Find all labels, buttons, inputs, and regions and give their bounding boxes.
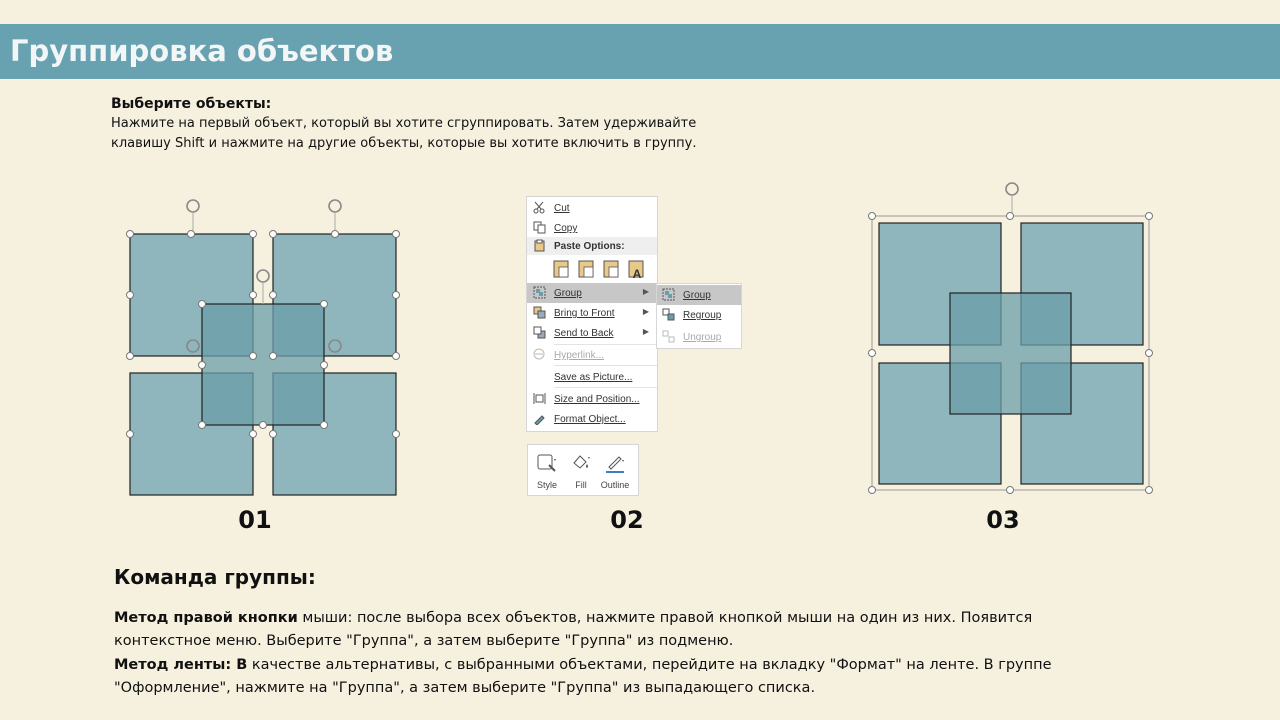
submenu-arrow-icon: ▶	[642, 287, 649, 296]
paste-options-label: Paste Options:	[554, 241, 625, 252]
intro-line-1: Нажмите на первый объект, который вы хотите сгруппировать. Затем удерживайте	[111, 116, 697, 131]
svg-text:A: A	[632, 267, 642, 281]
send-to-back-icon	[533, 326, 546, 339]
menu-item-send-to-back-label: Send to Back	[554, 328, 614, 339]
intro-line-2: клавишу Shift и нажмите на другие объекты, которые вы хотите включить в группу.	[111, 136, 697, 151]
menu-item-hyperlink-label: Hyperlink...	[554, 350, 605, 361]
intro-heading: Выберите объекты:	[111, 96, 272, 112]
ribbon-method-text-1: качестве альтернативы, с выбранными объектами, перейдите на вкладку "Формат" на ленте. В группе	[247, 657, 1052, 673]
clipboard-icon	[533, 239, 546, 252]
paste-options-header	[527, 237, 657, 255]
context-menu	[526, 196, 658, 432]
group-icon	[662, 288, 675, 301]
illustration-selected-shapes	[120, 190, 410, 502]
step-label-02: 02	[610, 506, 644, 534]
style-button[interactable]	[530, 449, 564, 491]
title-bar	[0, 24, 1280, 79]
paint-bucket-icon	[569, 451, 593, 475]
menu-item-save-as-picture[interactable]	[527, 367, 657, 387]
grouped-shape-center	[950, 293, 1071, 414]
submenu-arrow-icon: ▶	[642, 307, 649, 316]
size-position-icon	[533, 392, 546, 405]
submenu-item-regroup[interactable]	[657, 305, 741, 325]
menu-item-save-as-picture-label: Save as Picture...	[554, 372, 633, 383]
style-label: Style	[536, 480, 557, 490]
menu-separator	[554, 387, 657, 388]
slide-title: Группировка объектов	[10, 34, 394, 68]
menu-item-send-to-back[interactable]	[527, 323, 657, 343]
right-click-method-text-2: контекстное меню. Выберите "Группа", а затем выберите "Группа" из подменю.	[114, 633, 734, 649]
menu-item-cut-label: Cut	[554, 203, 570, 214]
right-click-method-bold: Метод правой кнопки	[114, 610, 298, 626]
intro-block	[111, 94, 751, 154]
menu-item-copy[interactable]	[527, 218, 657, 238]
format-object-icon	[533, 412, 546, 425]
ribbon-method	[114, 654, 1114, 700]
step-label-03: 03	[986, 506, 1020, 534]
outline-label: Outline	[600, 480, 630, 490]
style-icon	[535, 451, 559, 475]
bring-to-front-icon	[533, 306, 546, 319]
menu-item-cut[interactable]	[527, 198, 657, 218]
menu-item-group-label: Group	[554, 288, 582, 299]
pen-outline-icon	[603, 451, 627, 475]
submenu-item-regroup-label: Regroup	[683, 310, 722, 321]
ungroup-icon	[662, 330, 675, 343]
menu-item-size-and-position[interactable]	[527, 389, 657, 409]
scissors-icon	[533, 201, 546, 214]
submenu-item-ungroup-label: Ungroup	[683, 332, 722, 343]
menu-item-size-and-position-label: Size and Position...	[554, 394, 640, 405]
fill-label: Fill	[575, 480, 587, 490]
ribbon-method-bold: Метод ленты: В	[114, 657, 248, 673]
menu-separator	[554, 365, 657, 366]
group-icon	[533, 286, 546, 299]
outline-button[interactable]	[598, 449, 632, 491]
mini-toolbar	[527, 444, 639, 496]
illustration-grouped-shapes	[862, 178, 1160, 498]
menu-item-copy-label: Copy	[554, 223, 578, 234]
paste-option-icons	[551, 257, 651, 281]
group-submenu	[656, 283, 742, 349]
submenu-item-group-label: Group	[683, 290, 711, 301]
right-click-method-text-1: мыши: после выбора всех объектов, нажмите правой кнопкой мыши на один из них. Появится	[297, 610, 1033, 626]
regroup-icon	[662, 308, 675, 321]
ribbon-method-text-2: "Оформление", нажмите на "Группа", а затем выберите "Группа" из выпадающего списка.	[114, 680, 816, 696]
step-label-01: 01	[238, 506, 272, 534]
submenu-item-ungroup[interactable]	[657, 327, 741, 347]
menu-item-bring-to-front[interactable]	[527, 303, 657, 323]
submenu-item-group[interactable]	[657, 285, 741, 305]
menu-item-format-object[interactable]	[527, 409, 657, 429]
menu-item-group[interactable]	[527, 283, 657, 303]
menu-item-hyperlink[interactable]	[527, 345, 657, 365]
submenu-arrow-icon: ▶	[642, 327, 649, 336]
fill-button[interactable]	[564, 449, 598, 491]
menu-item-format-object-label: Format Object...	[554, 414, 626, 425]
copy-icon	[533, 221, 546, 234]
menu-item-bring-to-front-label: Bring to Front	[554, 308, 615, 319]
right-click-method	[114, 607, 1114, 653]
command-title: Команда группы:	[114, 565, 316, 589]
shape-center	[202, 304, 324, 425]
hyperlink-icon	[533, 348, 546, 361]
